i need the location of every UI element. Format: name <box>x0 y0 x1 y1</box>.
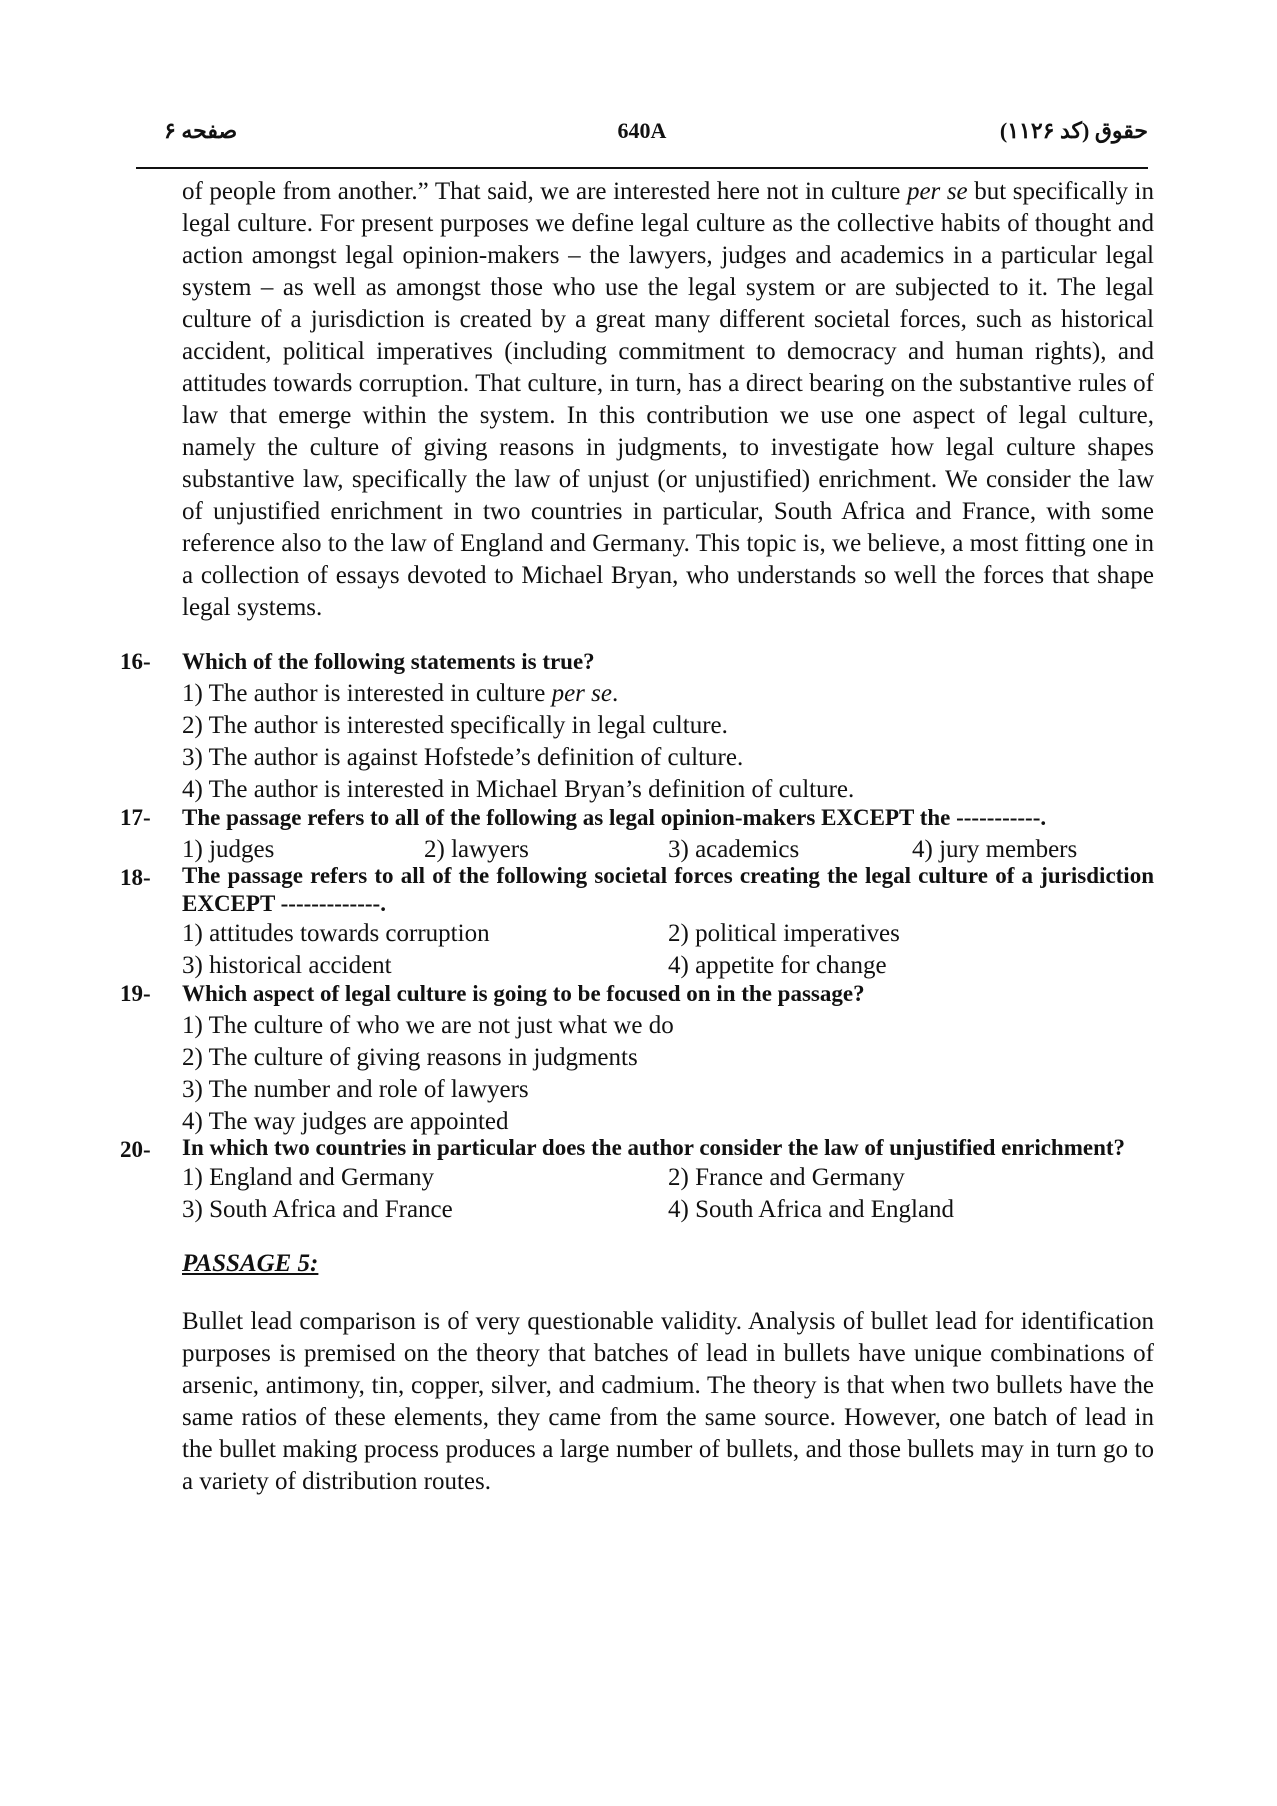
option-3[interactable]: 3) The number and role of lawyers <box>182 1076 529 1103</box>
passage-5-title: PASSAGE 5: <box>182 1250 319 1277</box>
page-number: صفحه ۶ <box>164 118 238 143</box>
options-grid <box>182 918 1154 982</box>
question-16 <box>120 646 1154 806</box>
option-italic: per se <box>551 680 612 707</box>
question-stem: In which two countries in particular does the author consider the law of unjustified enrichment? <box>182 1135 1126 1160</box>
option-3[interactable]: 3) South Africa and France <box>182 1196 453 1223</box>
option-1[interactable]: 1) The culture of who we are not just what we do <box>182 1012 674 1039</box>
question-number: 20- <box>120 1137 151 1162</box>
question-stem: Which of the following statements is true? <box>182 649 595 674</box>
page-header <box>136 118 1148 154</box>
passage-5-text: Bullet lead comparison is of very questionable validity. Analysis of bullet lead for identification purposes is premised on the theory that batches of lead in bullets have unique combinations of arsenic, antimony, tin, copper, silver, and cadmium. The theory is that when two bullets have the same ratios of these elements, they came from the same source. However, one batch of lead in the bullet making process produces a large number of bullets, and those bullets may in turn go to a variety of distribution routes. <box>182 1308 1154 1495</box>
option-2[interactable]: 2) The author is interested specifically in legal culture. <box>182 712 728 739</box>
option-4[interactable]: 4) The way judges are appointed <box>182 1108 509 1135</box>
question-18 <box>120 862 1154 982</box>
question-stem: The passage refers to all of the following societal forces creating the legal culture of a jurisdiction EXCEPT -------------. <box>182 863 1154 916</box>
option-4[interactable]: 4) The author is interested in Michael Bryan’s definition of culture. <box>182 776 855 803</box>
option-2[interactable]: 2) political imperatives <box>668 920 900 947</box>
option-4[interactable]: 4) appetite for change <box>668 952 887 979</box>
option-2[interactable]: 2) The culture of giving reasons in judgments <box>182 1044 638 1071</box>
subject-title: حقوق (کد ۱۱۲۶) <box>999 118 1148 143</box>
passage-4-lead: of people from another.” That said, we are interested here not in culture <box>182 178 907 205</box>
option-text: 1) The author is interested in culture <box>182 680 552 707</box>
option-end: . <box>611 680 619 707</box>
option-1[interactable]: 1) England and Germany <box>182 1164 435 1191</box>
option-3[interactable]: 3) The author is against Hofstede’s definition of culture. <box>182 744 744 771</box>
option-1[interactable]: 1) judges <box>182 836 275 863</box>
question-number: 18- <box>120 865 151 890</box>
header-divider <box>136 167 1148 169</box>
question-stem: The passage refers to all of the following as legal opinion-makers EXCEPT the -----------. <box>182 805 1047 830</box>
question-19 <box>120 978 1154 1138</box>
passage-4-body: but specifically in legal culture. For present purposes we define legal culture as the collective habits of thought and action amongst legal opinion-makers – the lawyers, judges and academics in a particular legal system – as well as amongst those who use the legal system or are subjected to it. The legal culture of a jurisdiction is created by a great many different societal forces, such as historical accident, political imperatives (including commitment to democracy and human rights), and attitudes towards corruption. That culture, in turn, has a direct bearing on the substantive rules of law that emerge within the system. In this contribution we use one aspect of legal culture, namely the culture of giving reasons in judgments, to investigate how legal culture shapes substantive law, specifically the law of unjust (or unjustified) enrichment. We consider the law of unjustified enrichment in two countries in particular, South Africa and France, with some reference also to the law of England and Germany. This topic is, we believe, a most fitting one in a collection of essays devoted to Michael Bryan, who understands so well the forces that shape legal systems. <box>182 178 1154 621</box>
page-content <box>120 176 1154 1498</box>
option-4[interactable]: 4) jury members <box>912 836 1078 863</box>
option-2[interactable]: 2) lawyers <box>424 836 529 863</box>
option-2[interactable]: 2) France and Germany <box>668 1164 905 1191</box>
option-1[interactable]: 1) attitudes towards corruption <box>182 920 490 947</box>
passage-4-text <box>182 176 1154 624</box>
question-number: 17- <box>120 805 151 830</box>
question-20 <box>120 1134 1154 1226</box>
option-3[interactable]: 3) historical accident <box>182 952 392 979</box>
question-stem: Which aspect of legal culture is going to be focused on in the passage? <box>182 981 865 1006</box>
passage-4-italic: per se <box>906 178 968 205</box>
option-3[interactable]: 3) academics <box>668 836 800 863</box>
question-number: 16- <box>120 649 151 674</box>
question-17 <box>120 802 1154 866</box>
option-1[interactable] <box>182 678 1154 710</box>
option-4[interactable]: 4) South Africa and England <box>668 1196 955 1223</box>
exam-code: 640A <box>617 118 667 143</box>
options-grid <box>182 1162 1154 1226</box>
question-number: 19- <box>120 981 151 1006</box>
